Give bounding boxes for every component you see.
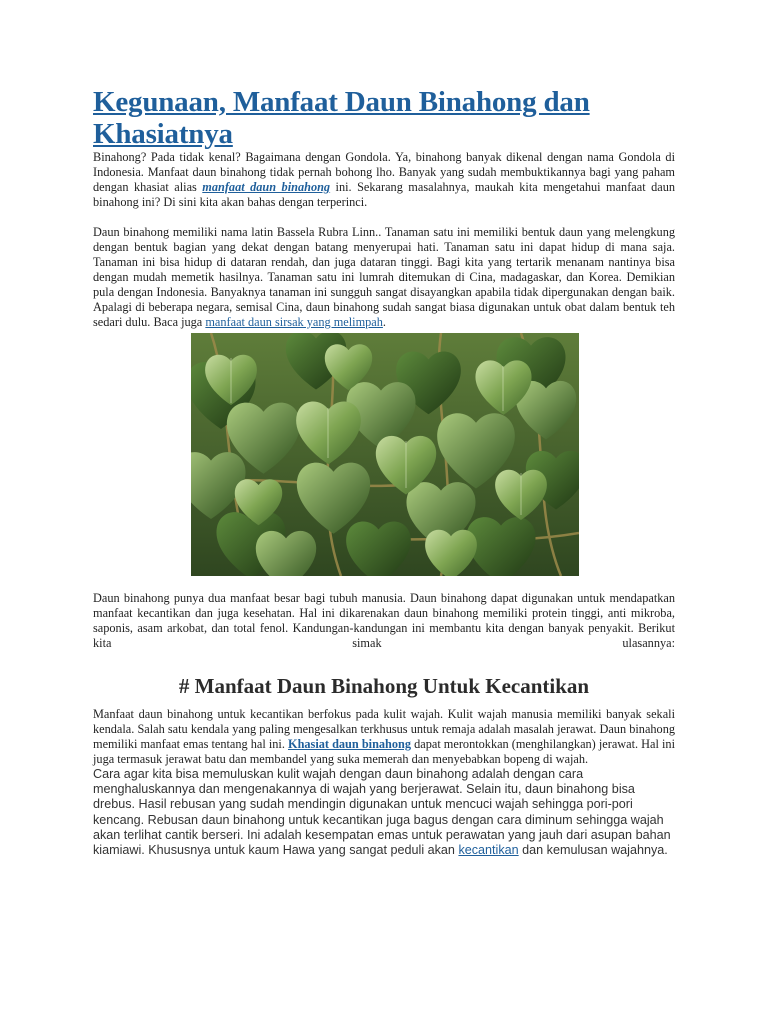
description-text-before: Daun binahong memiliki nama latin Bassela Rubra Linn.. Tanaman satu ini memiliki bentuk daun yang melengkung dengan bentuk bagian yang dekat dengan batang menyerupai hati. Tanaman satu ini dapat hidup di mana saja. Tanaman ini bisa hidup di dataran rendah, dan juga dataran tinggi. Bagi kita yang tertarik menanam nantinya bisa dengan mudah memetik hasilnya. Tanaman satu ini lumrah ditemukan di Cina, madagaskar, dan Korea. Demikian pula dengan Indonesia. Banyaknya tanaman ini sungguh sangat disayangkan apabila tidak dipergunakan dengan baik. Apalagi di beberapa negara, semisal Cina, daun binahong sudah sangat biasa digunakan untuk obat dalam bentuk teh sedari dulu. Baca juga <box>93 225 675 329</box>
khasiat-daun-binahong-link[interactable]: Khasiat daun binahong <box>288 737 412 751</box>
benefits-paragraph: Daun binahong punya dua manfaat besar bagi tubuh manusia. Daun binahong dapat digunakan untuk mendapatkan manfaat kecantikan dan juga kesehatan. Hal ini dikarenakan daun binahong memiliki protein tinggi, anti mikroba, saponis, asam arkobat, dan total fenol. Kandungan-kandungan ini membantu kita dengan banyak penyakit. Berikut kita simak ulasannya: <box>93 591 675 650</box>
intro-text-before: Binahong? Pada tidak kenal? Bagaimana dengan Gondola. Ya, binahong banyak dikenal dengan nama Gondola di Indonesia. Manfaat daun binahong tidak pernah bohong lho. Banyak yang sudah membuktikannya bagi yang paham dengan khasiat alias <box>93 150 675 194</box>
heading-spacer <box>93 651 675 673</box>
description-paragraph <box>93 225 675 330</box>
manfaat-daun-binahong-link[interactable]: manfaat daun binahong <box>202 180 331 194</box>
beauty-paragraph <box>93 707 675 767</box>
binahong-leaves-illustration <box>191 333 579 576</box>
paragraph-spacer <box>93 210 675 225</box>
kecantikan-link[interactable]: kecantikan <box>458 843 519 858</box>
page-title: Kegunaan, Manfaat Daun Binahong dan Khasiatnya <box>93 86 590 150</box>
heading-gap <box>93 699 675 707</box>
method-text-after: dan kemulusan wajahnya. <box>518 843 668 858</box>
intro-text-after: ini. Sekarang masalahnya, maukah kita mengetahui manfaat daun binahong ini? Di sini kita akan bahas dengan terperinci. <box>93 180 675 209</box>
article <box>93 86 675 858</box>
image-spacer <box>93 576 675 591</box>
beauty-text-before: Manfaat daun binahong untuk kecantikan berfokus pada kulit wajah. Kulit wajah manusia memiliki banyak sekali kendala. Salah satu kendala yang paling mengesalkan terkhusus untuk remaja adalah masalah jerawat. Daun binahong memiliki manfaat emas tentang hal ini. <box>93 707 675 751</box>
description-text-after: . <box>382 315 386 329</box>
binahong-leaves-photo <box>191 333 579 576</box>
beauty-text-after: dapat merontokkan (menghilangkan) jerawat. Hal ini juga termasuk jerawat batu dan membandel yang suka memerah dan menyebabkan bopeng di wajah. <box>93 737 675 766</box>
method-text-before: Cara agar kita bisa memuluskan kulit wajah dengan daun binahong adalah dengan cara menghaluskannya dan mengenakannya di wajah yang berjerawat. Selain itu, daun binahong bisa drebus. Hasil rebusan yang sudah mendingin digunakan untuk mencuci wajah sehingga pori-pori kencang. Rebusan daun binahong untuk kecantikan juga bagus dengan cara diminum sehingga wajah akan terlihat cantik berseri. Ini adalah kesempatan emas untuk perawatan yang jauh dari asupan bahan kiamiawi. Khususnya untuk kaum Hawa yang sangat peduli akan <box>93 767 671 858</box>
manfaat-daun-sirsak-link[interactable]: manfaat daun sirsak yang melimpah <box>205 315 383 329</box>
section-heading: # Manfaat Daun Binahong Untuk Kecantikan <box>178 674 590 698</box>
intro-paragraph <box>93 150 675 210</box>
method-paragraph <box>93 767 675 858</box>
